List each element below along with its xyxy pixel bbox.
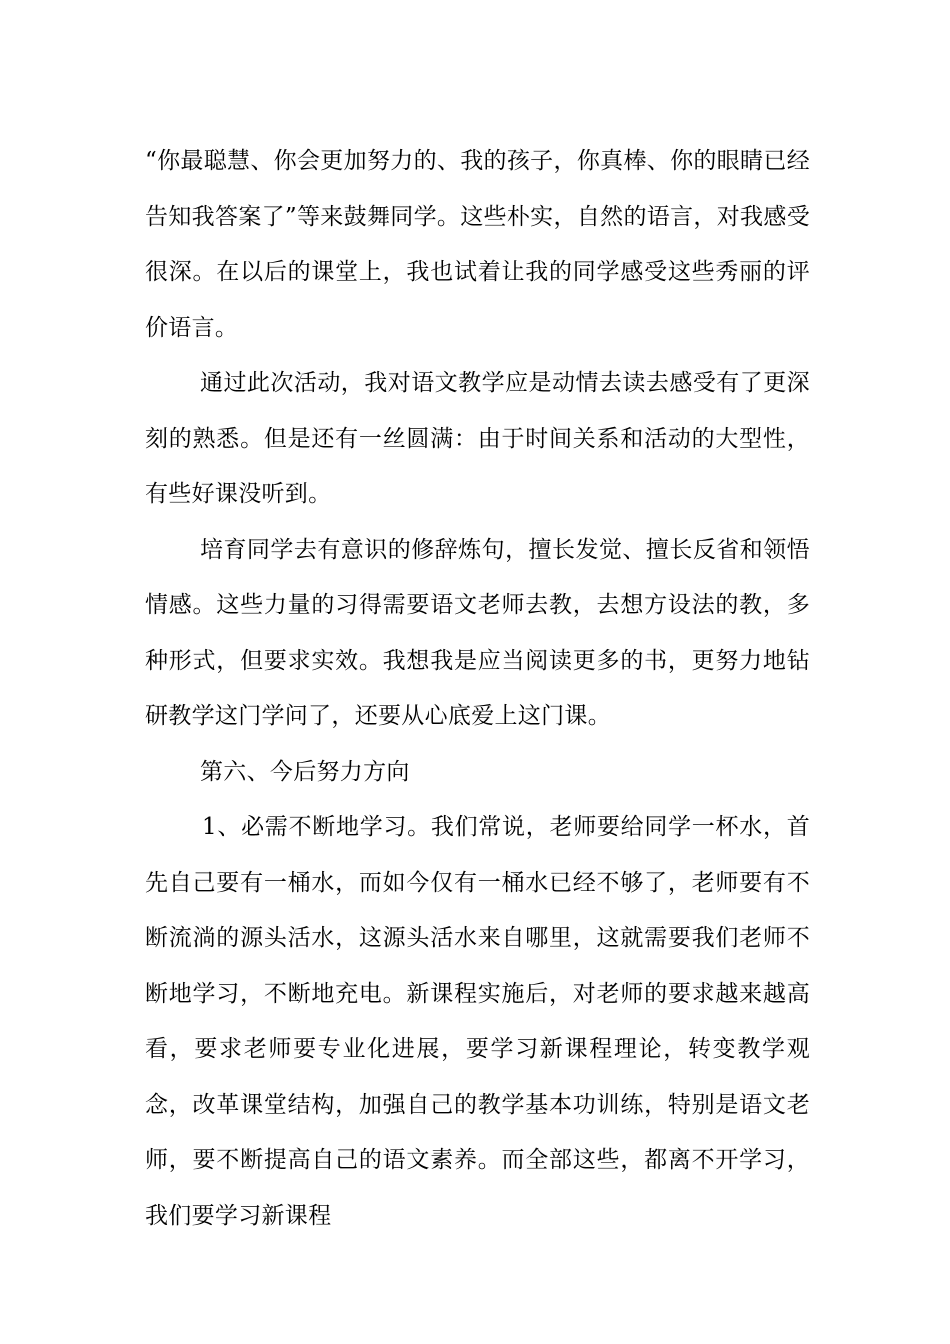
paragraph-activity-reflection: 通过此次活动，我对语文教学应是动情去读去感受有了更深刻的熟悉。但是还有一丝圆满：由于时间关系和活动的大型性，有些好课没听到。 [145,370,810,507]
paragraph-rhetoric-training: 培育同学去有意识的修辞炼句，擅长发觉、擅长反省和领悟情感。这些力量的习得需要语文老师去教，去想方设法的教，多种形式，但要求实效。我想我是应当阅读更多的书，更努力地钻研教学这门学问了，还要从心底爱上这门课。 [145,536,810,729]
document-body [145,134,810,1244]
section-heading-future-direction: 第六、今后努力方向 [200,758,410,785]
paragraph-continuous-learning: 1、必需不断地学习。我们常说，老师要给同学一杯水，首先自己要有一桶水，而如今仅有一桶水已经不够了，老师要有不断流淌的源头活水，这源头活水来自哪里，这就需要我们老师不断地学习，不断地充电。新课程实施后，对老师的要求越来越高看，要求老师要专业化进展，要学习新课程理论，转变教学观念，改革课堂结构，加强自己的教学基本功训练，特别是语文老师，要不断提高自己的语文素养。而全部这些，都离不开学习，我们要学习新课程 [145,814,810,1229]
paragraph-praise-language: “你最聪慧、你会更加努力的、我的孩子，你真棒、你的眼睛已经告知我答案了”等来鼓舞同学。这些朴实，自然的语言，对我感受很深。在以后的课堂上，我也试着让我的同学感受这些秀丽的评价语言。 [145,148,810,341]
